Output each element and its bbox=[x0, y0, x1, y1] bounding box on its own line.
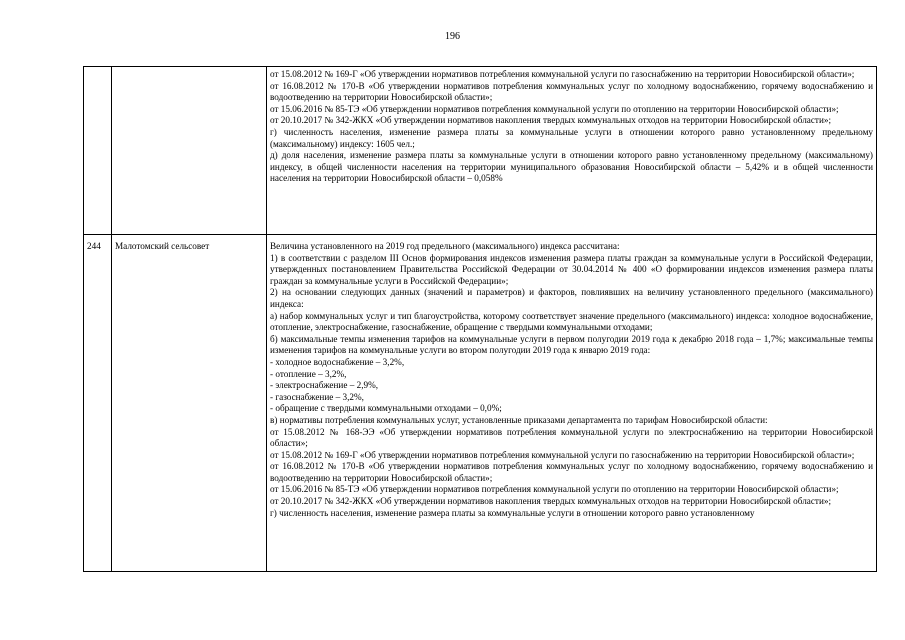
text-line: - отопление – 3,2%, bbox=[270, 368, 347, 379]
text-line: а) набор коммунальных услуг и тип благоустройства, которому соответствует значение предельного (максимального) индекса: холодное водоснабжение, отопление, электроснабжение, газоснабжение, обращение с твердыми коммунальными отходами; bbox=[270, 310, 873, 333]
text-line: г) численность населения, изменение размера платы за коммунальные услуги в отношении которого равно установленному bbox=[270, 507, 755, 518]
text-line: г) численность населения, изменение размера платы за коммунальные услуги в отношении которого равно установленному предельному (максимальному) индексу: 1605 чел.; bbox=[270, 126, 873, 149]
text-line: б) максимальные темпы изменения тарифов на коммунальные услуги в первом полугодии 2019 года к декабрю 2018 года – 1,7%; максимальные темпы изменения тарифов на коммунальные услуги во втором полугодии 2019 года к январю 2019 года: bbox=[270, 333, 873, 356]
text-line: - электроснабжение – 2,9%, bbox=[270, 380, 379, 391]
municipality-name-cell bbox=[112, 67, 267, 235]
text-line: от 15.06.2016 № 85-ТЭ «Об утверждении нормативов потребления коммунальной услуги по отоплению на территории Новосибирской области»; bbox=[270, 484, 839, 495]
text-line: от 15.06.2016 № 85-ТЭ «Об утверждении нормативов потребления коммунальной услуги по отоплению на территории Новосибирской области»; bbox=[270, 103, 839, 114]
row-number-cell: 244 bbox=[84, 235, 112, 572]
text-line: от 20.10.2017 № 342-ЖКХ «Об утверждении нормативов накопления твердых коммунальных отходов на территории Новосибирской области»; bbox=[270, 496, 832, 507]
text-line: - холодное водоснабжение – 3,2%, bbox=[270, 356, 405, 367]
text-line: от 16.08.2012 № 170-В «Об утверждении нормативов потребления коммунальных услуг по холодному водоснабжению, горячему водоснабжению и водоотведению на территории Новосибирской области»; bbox=[270, 461, 873, 483]
text-line: 1) в соответствии с разделом III Основ формирования индексов изменения размера платы граждан за коммунальные услуги в Российской Федерации, утвержденных постановлением Правительства Российской Федерации от 30.04.2014 № 400 «О формировании индексов изменения размера платы граждан за коммунальные услуги в Российской Федерации»; bbox=[270, 252, 873, 286]
text-line: д) доля населения, изменение размера платы за коммунальные услуги в отношении которого равно установленному предельному (максимальному) индексу, в общей численности населения на территории муниципального образования Новосибирской области – 5,42% и в общей численности населения на территории Новосибирской области – 0,058% bbox=[270, 150, 873, 184]
text-line: от 15.08.2012 № 169-Г «Об утверждении нормативов потребления коммунальной услуги по газоснабжению на территории Новосибирской области»; bbox=[270, 449, 855, 460]
table-row bbox=[84, 235, 877, 572]
text-line: - газоснабжение – 3,2%, bbox=[270, 391, 364, 402]
row-number-cell bbox=[84, 67, 112, 235]
document-table bbox=[83, 66, 877, 572]
description-cell bbox=[267, 67, 877, 235]
text-line: в) нормативы потребления коммунальных услуг, установленные приказами департамента по тарифам Новосибирской области: bbox=[270, 414, 768, 425]
table-row bbox=[84, 67, 877, 235]
text-line: 2) на основании следующих данных (значений и параметров) и факторов, повлиявших на величину установленного предельного (максимального) индекса: bbox=[270, 287, 873, 309]
text-line: от 15.08.2012 № 169-Г «Об утверждении нормативов потребления коммунальной услуги по газоснабжению на территории Новосибирской области»; bbox=[270, 69, 855, 79]
municipality-name-cell: Малотомский сельсовет bbox=[112, 235, 267, 572]
description-cell bbox=[267, 235, 877, 572]
text-line: Величина установленного на 2019 год предельного (максимального) индекса рассчитана: bbox=[270, 241, 620, 251]
text-line: от 16.08.2012 № 170-В «Об утверждении нормативов потребления коммунальных услуг по холодному водоснабжению, горячему водоснабжению и водоотведению на территории Новосибирской области»; bbox=[270, 80, 873, 103]
text-line: - обращение с твердыми коммунальными отходами – 0,0%; bbox=[270, 403, 502, 414]
text-line: от 20.10.2017 № 342-ЖКХ «Об утверждении нормативов накопления твердых коммунальных отходов на территории Новосибирской области»; bbox=[270, 115, 832, 126]
page-number: 196 bbox=[445, 31, 460, 42]
text-line: от 15.08.2012 № 168-ЭЭ «Об утверждении нормативов потребления коммунальной услуги по электроснабжению на территории Новосибирской области»; bbox=[270, 426, 873, 449]
